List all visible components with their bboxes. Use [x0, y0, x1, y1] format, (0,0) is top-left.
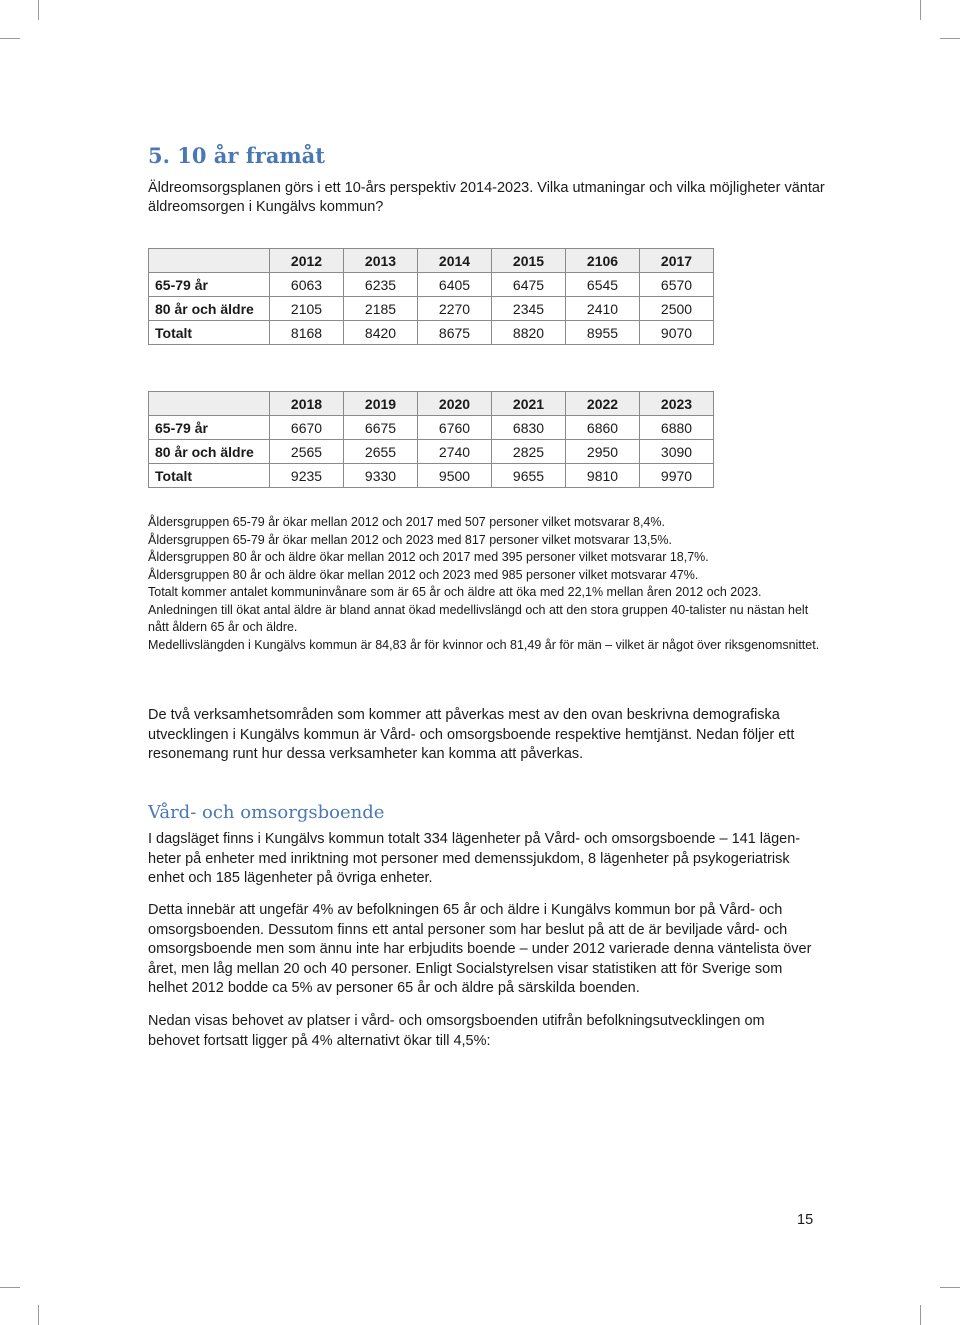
year-header: 2022: [566, 392, 640, 416]
table-cell: 9235: [270, 464, 344, 488]
table-cell: 2185: [344, 297, 418, 321]
crop-mark: [940, 1287, 960, 1288]
row-label: Totalt: [149, 464, 270, 488]
section-title: 5. 10 år framåt: [148, 143, 325, 168]
year-header: 2012: [270, 249, 344, 273]
row-label: Totalt: [149, 321, 270, 345]
table-header-row: [149, 249, 714, 273]
note-line: Åldersgruppen 65-79 år ökar mellan 2012 och 2017 med 507 personer vilket motsvarar 8,4%.: [148, 515, 665, 529]
table-cell: 6545: [566, 273, 640, 297]
body-paragraph: Detta innebär att ungefär 4% av befolkningen 65 år och äldre i Kungälvs kommun bor på Vård- och omsorgsboenden. Dessutom finns ett antal personer som har beslut på att de är beviljade vård- och omsorgsboende men som ännu inte har erbjudits boende – under 2012 varierade denna väntelista över året, men låg mellan 20 och 40 personer. Enligt Socialstyrelsen visar statistiken att för Sverige som helhet 2012 bodde ca 5% av personer 65 år och äldre på särskilda boenden.: [148, 902, 812, 997]
subsection-title: Vård- och omsorgsboende: [148, 802, 385, 823]
row-label: 80 år och äldre: [149, 297, 270, 321]
table-cell: 2740: [418, 440, 492, 464]
crop-mark: [0, 38, 20, 39]
table-cell: 2565: [270, 440, 344, 464]
table-cell: 6063: [270, 273, 344, 297]
table-cell: 2825: [492, 440, 566, 464]
table-cell: 2410: [566, 297, 640, 321]
note-line: Medellivslängden i Kungälvs kommun är 84,83 år för kvinnor och 81,49 år för män – vilket är något över riksgenomsnittet.: [148, 637, 820, 652]
population-table-2018-2023: [148, 391, 714, 488]
table-row: [149, 440, 714, 464]
row-label: 80 år och äldre: [149, 440, 270, 464]
table-cell: 6760: [418, 416, 492, 440]
population-table-2012-2017: [148, 248, 714, 345]
table-cell: 9070: [640, 321, 714, 345]
table-cell: 2345: [492, 297, 566, 321]
note-line: Totalt kommer antalet kommuninvånare som är 65 år och äldre att öka med 22,1% mellan åren 2012 och 2023.: [148, 585, 762, 599]
table-cell: 6880: [640, 416, 714, 440]
year-header: 2015: [492, 249, 566, 273]
table-cell: 6405: [418, 273, 492, 297]
page-number: 15: [797, 1212, 814, 1228]
crop-mark: [940, 38, 960, 39]
crop-mark: [38, 1305, 39, 1325]
table-cell: 6675: [344, 416, 418, 440]
table-cell: 6235: [344, 273, 418, 297]
table-cell: 3090: [640, 440, 714, 464]
table-cell: 9655: [492, 464, 566, 488]
note-line: Anledningen till ökat antal äldre är bland annat ökad medellivslängd och att den stora gruppen 40-talister nu nästan helt nått åldern 65 år och äldre.: [148, 602, 809, 634]
row-label: 65-79 år: [149, 416, 270, 440]
note-line: Åldersgruppen 80 år och äldre ökar mellan 2012 och 2023 med 985 personer vilket motsvarar 47%.: [148, 567, 699, 582]
table-cell: 8955: [566, 321, 640, 345]
table-row: [149, 321, 714, 345]
table-row: [149, 273, 714, 297]
table-cell: 2655: [344, 440, 418, 464]
body-paragraph: Nedan visas behovet av platser i vård- och omsorgsboenden utifrån befolkningsutvecklingen om behovet fortsatt ligger på 4% alternativt ökar till 4,5%:: [148, 1013, 765, 1049]
table-cell: 8675: [418, 321, 492, 345]
table-corner-cell: [149, 392, 270, 416]
table-cell: 9970: [640, 464, 714, 488]
body-paragraph: I dagsläget finns i Kungälvs kommun totalt 334 lägenheter på Vård- och omsorgsboende – 141 lägen-heter på enheter med inriktning mot personer med demenssjukdom, 8 lägenheter på psykogeriatrisk enhet och 185 lägenheter på övriga enheter.: [148, 831, 801, 887]
table-row: [149, 416, 714, 440]
crop-mark: [920, 1305, 921, 1325]
table-cell: 6670: [270, 416, 344, 440]
table-cell: 2105: [270, 297, 344, 321]
year-header: 2106: [566, 249, 640, 273]
crop-mark: [0, 1287, 20, 1288]
table-row: [149, 464, 714, 488]
table-cell: 2270: [418, 297, 492, 321]
row-label: 65-79 år: [149, 273, 270, 297]
table-cell: 6830: [492, 416, 566, 440]
table-row: [149, 297, 714, 321]
note-line: Åldersgruppen 80 år och äldre ökar mellan 2012 och 2017 med 395 personer vilket motsvarar 18,7%.: [148, 550, 709, 564]
intro-text: Äldreomsorgsplanen görs i ett 10-års perspektiv 2014-2023. Vilka utmaningar och vilka möjligheter väntar äldreomsorgen i Kungälvs kommun?: [148, 180, 825, 215]
year-header: 2023: [640, 392, 714, 416]
table-cell: 6860: [566, 416, 640, 440]
statistics-notes: [148, 514, 828, 654]
table-cell: 2500: [640, 297, 714, 321]
table-cell: 9810: [566, 464, 640, 488]
year-header: 2020: [418, 392, 492, 416]
table-cell: 9500: [418, 464, 492, 488]
table-cell: 8420: [344, 321, 418, 345]
table-cell: 2950: [566, 440, 640, 464]
table-cell: 9330: [344, 464, 418, 488]
table-cell: 6475: [492, 273, 566, 297]
table-corner-cell: [149, 249, 270, 273]
note-line: Åldersgruppen 65-79 år ökar mellan 2012 och 2023 med 817 personer vilket motsvarar 13,5%.: [148, 532, 672, 547]
year-header: 2018: [270, 392, 344, 416]
year-header: 2013: [344, 249, 418, 273]
table-header-row: [149, 392, 714, 416]
body-paragraph: De två verksamhetsområden som kommer att påverkas mest av den ovan beskrivna demografiska utvecklingen i Kungälvs kommun är Vård- och omsorgsboende respektive hemtjänst. Nedan följer ett resonemang runt hur dessa verksamheter kan komma att påverkas.: [148, 707, 795, 763]
year-header: 2021: [492, 392, 566, 416]
year-header: 2019: [344, 392, 418, 416]
year-header: 2014: [418, 249, 492, 273]
year-header: 2017: [640, 249, 714, 273]
crop-mark: [920, 0, 921, 20]
crop-mark: [38, 0, 39, 20]
table-cell: 8168: [270, 321, 344, 345]
table-cell: 6570: [640, 273, 714, 297]
table-cell: 8820: [492, 321, 566, 345]
